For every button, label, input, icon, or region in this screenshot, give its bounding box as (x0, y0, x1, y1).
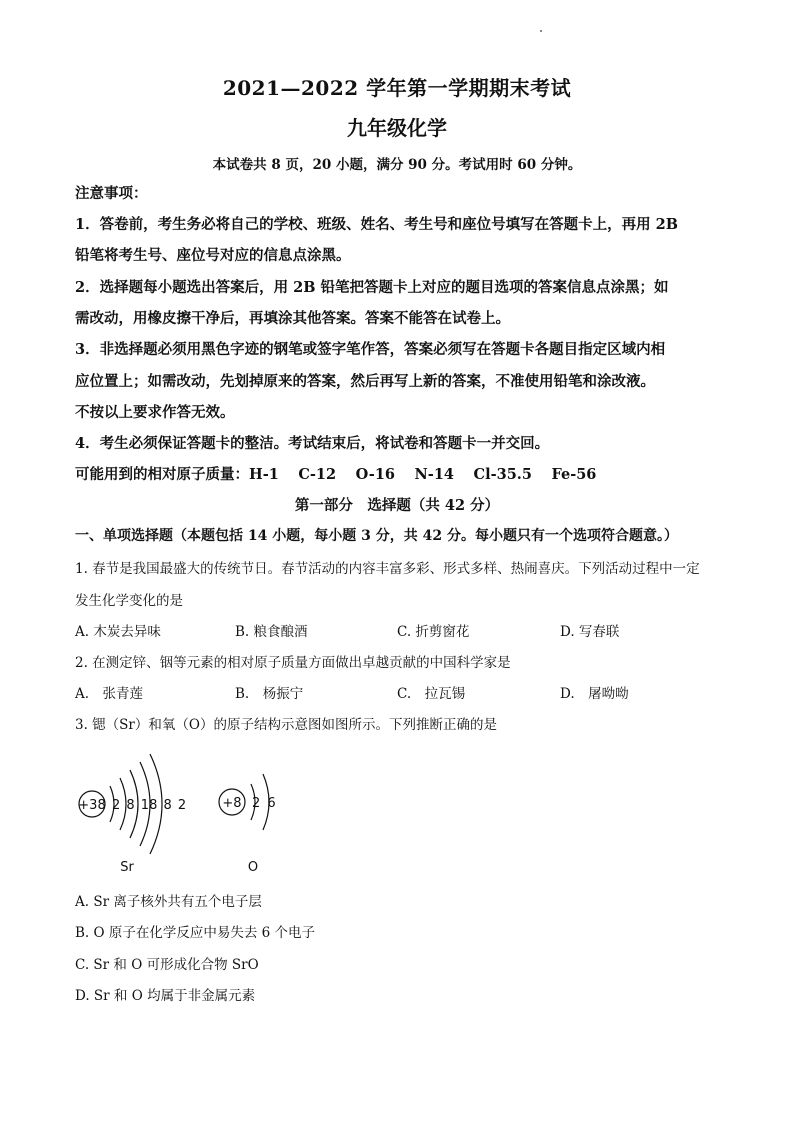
q1-stem: 1. 春节是我国最盛大的传统节日。春节活动的内容丰富多彩、形式多样、热闹喜庆。下列活动过程中一定 (75, 561, 700, 577)
o-atom-diagram (219, 774, 276, 875)
q3-stem: 3. 锶（Sr）和氧（O）的原子结构示意图如图所示。下列推断正确的是 (75, 717, 497, 733)
atomic-structure-diagram (70, 752, 300, 882)
exam-info: 本试卷共 8 页，20 小题，满分 90 分。考试用时 60 分钟。 (212, 157, 582, 173)
o-electron-counts: 2 6 (252, 796, 276, 811)
q2-option-d: D. 屠呦呦 (560, 686, 629, 702)
notes-line: 4．考生必须保证答题卡的整洁。考试结束后，将试卷和答题卡一并交回。 (75, 435, 550, 452)
sr-atom-diagram (78, 754, 186, 875)
notes-line: 3．非选择题必须用黑色字迹的钢笔或签字笔作答，答案必须写在答题卡各题目指定区域内相 (75, 341, 666, 358)
o-label: O (247, 860, 259, 875)
notes-line: 不按以上要求作答无效。 (75, 404, 235, 421)
q1-option-b: B. 粮食酿酒 (235, 624, 308, 640)
part-title: 第一部分 选择题（共 42 分） (294, 497, 500, 514)
q3-option-c: C. Sr 和 O 可形成化合物 SrO (75, 957, 259, 973)
notes-line: 需改动，用橡皮擦干净后，再填涂其他答案。答案不能答在试卷上。 (75, 310, 510, 327)
q3-option-d: D. Sr 和 O 均属于非金属元素 (75, 988, 256, 1004)
scan-speck (540, 30, 542, 32)
sr-electron-counts: 2 8 18 8 2 (112, 798, 187, 813)
exam-title: 2021—2022 学年第一学期期末考试 (222, 76, 572, 100)
q3-option-a: A. Sr 离子核外共有五个电子层 (75, 894, 262, 910)
q2-option-a: A. 张青莲 (75, 686, 144, 702)
q2-stem: 2. 在测定锌、铟等元素的相对原子质量方面做出卓越贡献的中国科学家是 (75, 655, 511, 671)
q1-option-c: C. 折剪窗花 (397, 624, 470, 640)
notes-line: 应位置上；如需改动，先划掉原来的答案，然后再写上新的答案，不准使用铅笔和涂改液。 (75, 373, 655, 390)
q1-option-a: A. 木炭去异味 (75, 624, 161, 640)
notes-line: 1．答卷前，考生务必将自己的学校、班级、姓名、考生号和座位号填写在答题卡上，再用 2B (75, 216, 678, 233)
q3-option-b: B. O 原子在化学反应中易失去 6 个电子 (75, 925, 316, 941)
atomic-mass-line: 可能用到的相对原子质量：H-1 C-12 O-16 N-14 Cl-35.5 Fe-56 (75, 466, 597, 483)
sr-label: Sr (120, 860, 134, 875)
exam-subtitle: 九年级化学 (347, 116, 447, 140)
sr-nucleus-charge: +38 (78, 798, 106, 813)
o-nucleus-charge: +8 (222, 796, 242, 811)
q1-option-d: D. 写春联 (560, 624, 620, 640)
q2-option-b: B. 杨振宁 (235, 686, 304, 702)
q2-option-c: C. 拉瓦锡 (397, 686, 466, 702)
section-heading: 一、单项选择题（本题包括 14 小题，每小题 3 分，共 42 分。每小题只有一个选项符合题意。） (75, 528, 678, 544)
notes-line: 2．选择题每小题选出答案后，用 2B 铅笔把答题卡上对应的题目选项的答案信息点涂黑；如 (75, 279, 669, 296)
notes-line: 铅笔将考生号、座位号对应的信息点涂黑。 (75, 247, 351, 264)
notes-heading: 注意事项： (75, 185, 148, 202)
q1-stem-cont: 发生化学变化的是 (75, 593, 183, 609)
